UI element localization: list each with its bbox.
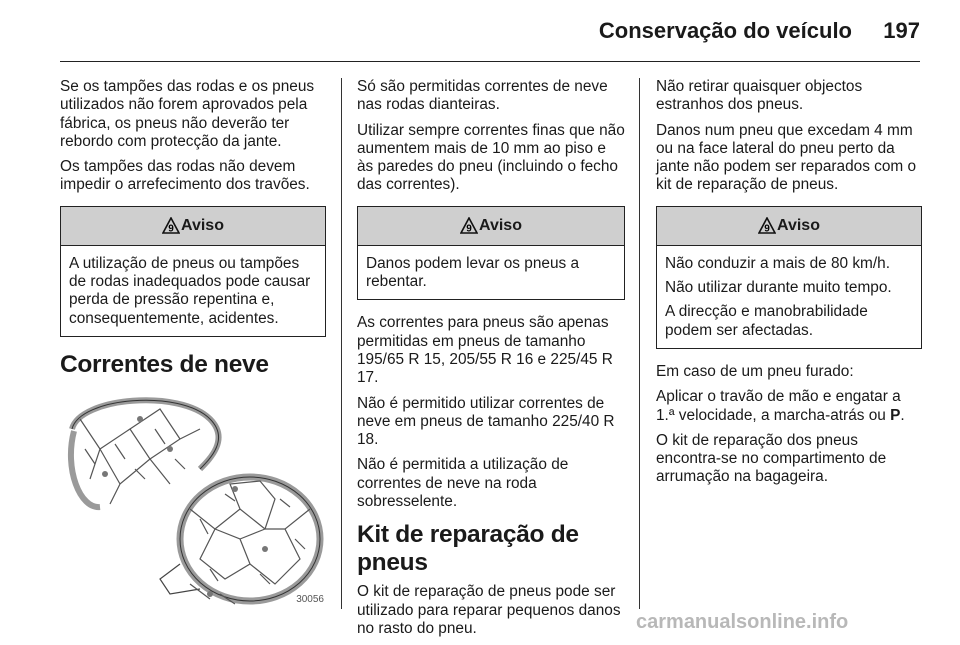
paragraph: Não retirar quaisquer objectos estranhos dos pneus. [656, 78, 863, 114]
svg-text:9: 9 [764, 223, 770, 235]
svg-text:9: 9 [168, 223, 174, 235]
header-rule [60, 61, 920, 62]
figure-code: 30056 [296, 593, 324, 605]
header-title: Conservação do veículo [598, 18, 852, 43]
watermark: carmanualsonline.info [636, 611, 849, 633]
snow-chains-illustration [60, 389, 326, 611]
paragraph: Utilizar sempre correntes finas que não aumentem mais de 10 mm ao piso e às paredes do pneu (incluindo o fecho das correntes). [357, 121, 625, 194]
column-3 [656, 78, 922, 494]
warning-box [357, 206, 625, 301]
warning-box [60, 206, 326, 337]
paragraph: Em caso de um pneu furado: [656, 362, 854, 380]
paragraph: Só são permitidas correntes de neve nas rodas dianteiras. [357, 78, 608, 114]
warning-title: Aviso [479, 216, 522, 234]
paragraph: O kit de reparação dos pneus encontra-se no compartimento de arrumação na bagageira. [656, 431, 887, 486]
warning-text: A direcção e manobrabilidade podem ser afectadas. [665, 303, 868, 339]
paragraph: Não é permitida a utilização de correntes de neve na roda sobresselente. [357, 456, 569, 511]
column-1 [60, 78, 326, 611]
column-2 [357, 78, 625, 645]
warning-triangle-icon [758, 217, 776, 234]
warning-text: A utilização de pneus ou tampões de rodas inadequados pode causar perda de pressão repentina e, consequentemente, acidentes. [69, 254, 311, 327]
paragraph: As correntes para pneus são apenas permitidas em pneus de tamanho 195/65 R 15, 205/55 R 16 e 225/45 R 17. [357, 314, 613, 387]
warning-text: Danos podem levar os pneus a rebentar. [366, 254, 580, 291]
warning-text: Não utilizar durante muito tempo. [665, 279, 892, 297]
warning-header [358, 207, 624, 246]
paragraph-end: . [900, 406, 905, 424]
paragraph: O kit de reparação de pneus pode ser utilizado para reparar pequenos danos no rasto do pneu. [357, 583, 621, 637]
warning-text: Não conduzir a mais de 80 km/h. [665, 254, 890, 272]
column-divider [341, 78, 342, 609]
gear-p-label: P [890, 406, 901, 424]
warning-title: Aviso [777, 216, 820, 234]
snow-chains-figure [60, 389, 326, 611]
column-divider [639, 78, 640, 609]
warning-triangle-icon [162, 217, 180, 234]
section-title-tyre-repair-kit: Kit de reparação de pneus [357, 521, 579, 577]
paragraph [656, 388, 922, 425]
svg-text:9: 9 [466, 223, 472, 235]
warning-title: Aviso [181, 216, 224, 234]
paragraph: Não é permitido utilizar correntes de neve em pneus de tamanho 225/40 R 18. [357, 394, 615, 449]
warning-triangle-icon [460, 217, 478, 234]
paragraph: Os tampões das rodas não devem impedir o arrefecimento dos travões. [60, 158, 310, 194]
section-title-snow-chains: Correntes de neve [60, 350, 269, 378]
page-number: 197 [883, 18, 920, 43]
paragraph: Se os tampões das rodas e os pneus utilizados não forem aprovados pela fábrica, os pneus não deverão ter rebordo com protecção da jante. [60, 78, 315, 150]
paragraph: Danos num pneu que excedam 4 mm ou na face lateral do pneu perto da jante não podem ser reparados com o kit de reparação de pneus. [656, 121, 917, 194]
warning-box [656, 206, 922, 349]
warning-header [61, 207, 325, 246]
warning-header [657, 207, 921, 246]
paragraph-text: Aplicar o travão de mão e engatar a 1.ª velocidade, a marcha-atrás ou [656, 388, 901, 424]
